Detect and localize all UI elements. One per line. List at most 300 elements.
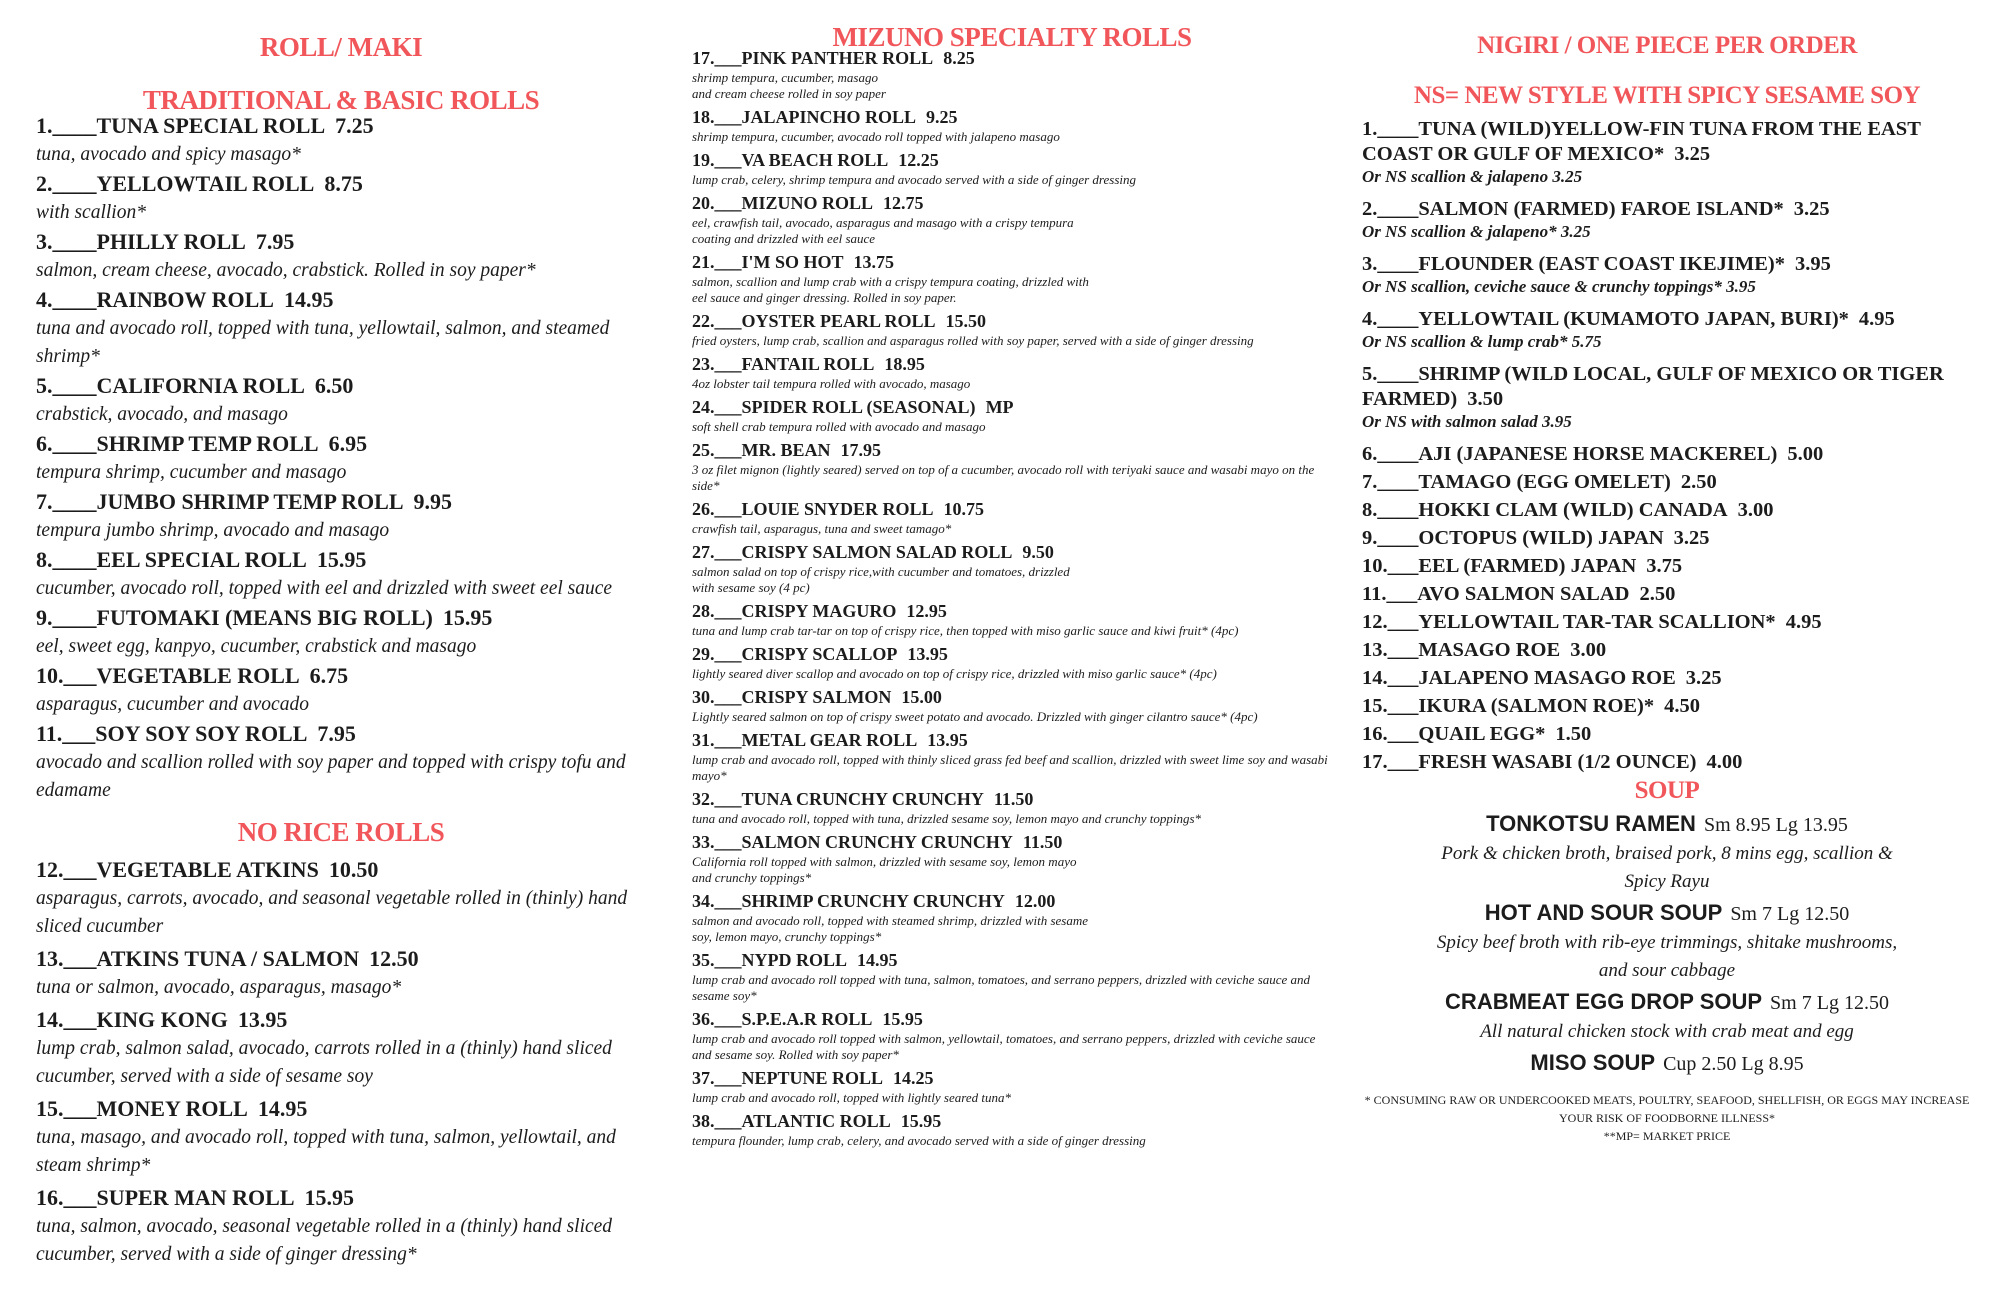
- menu-item-name: SHRIMP (WILD LOCAL, GULF OF MEXICO OR TIGER FARMED): [1362, 363, 1944, 410]
- menu-item-description: salmon and avocado roll, topped with steamed shrimp, drizzled with sesame soy, lemon mayo, crunchy toppings*: [692, 913, 1089, 944]
- menu-item-description: eel, crawfish tail, avocado, asparagus and masago with a crispy tempura coating and drizzled with eel sauce: [692, 215, 1074, 246]
- menu-item-number: 10.___: [1362, 555, 1419, 577]
- menu-item-title-line: [1362, 525, 1972, 550]
- menu-item-price: 10.50: [328, 857, 379, 882]
- menu-item: [1362, 441, 1972, 466]
- menu-item-description: Lightly seared salmon on top of crispy sweet potato and avocado. Drizzled with ginger cilantro sauce* (4pc): [692, 709, 1258, 724]
- menu-item-name: JALAPINCHO ROLL: [741, 107, 917, 127]
- menu-item: [692, 890, 1332, 945]
- menu-item-title-line: [692, 541, 1332, 564]
- menu-item-price: 9.95: [413, 489, 453, 514]
- soup-description: All natural chicken stock with crab meat and egg: [1480, 1021, 1854, 1042]
- menu-item-price: 6.75: [309, 663, 349, 688]
- menu-item-title-line: [1362, 721, 1972, 746]
- menu-item-title-line: [692, 149, 1332, 172]
- menu-item-name: FUTOMAKI (MEANS BIG ROLL): [96, 605, 433, 630]
- menu-item-title-line: [36, 856, 646, 885]
- menu-item-name: VA BEACH ROLL: [741, 150, 889, 170]
- menu-item-price: 12.75: [883, 193, 924, 213]
- menu-item-description: eel, sweet egg, kanpyo, cucumber, crabstick and masago: [36, 636, 477, 657]
- footnote-raw-warning: * CONSUMING RAW OR UNDERCOOKED MEATS, POULTRY, SEAFOOD, SHELLFISH, OR EGGS MAY INCREASE YOUR RISK OF FOODBORNE ILLNESS*: [1364, 1093, 1970, 1125]
- menu-item-name: TUNA (WILD)YELLOW-FIN TUNA FROM THE EAST COAST OR GULF OF MEXICO*: [1362, 118, 1921, 165]
- menu-item-title-line: [36, 112, 646, 141]
- menu-item-number: 5.____: [1362, 363, 1419, 385]
- menu-item-number: 5.____: [36, 373, 97, 398]
- menu-item-title-line: [1362, 665, 1972, 690]
- menu-item-name: ATKINS TUNA / SALMON: [96, 946, 360, 971]
- menu-item-number: 18.___: [692, 107, 742, 127]
- soup-description: Pork & chicken broth, braised pork, 8 mins egg, scallion & Spicy Rayu: [1441, 843, 1893, 892]
- menu-item-price: 14.95: [283, 287, 334, 312]
- menu-item-title-line: [692, 890, 1332, 913]
- menu-item-number: 2.____: [36, 171, 97, 196]
- menu-item-number: 17.___: [692, 48, 742, 68]
- menu-item-number: 26.___: [692, 499, 742, 519]
- menu-item-title-line: [36, 546, 646, 575]
- menu-item-name: MONEY ROLL: [96, 1096, 248, 1121]
- menu-item-number: 13.___: [1362, 639, 1419, 661]
- menu-item: [692, 149, 1332, 188]
- menu-item-price: 15.50: [945, 311, 987, 331]
- menu-item-title-line: [692, 1110, 1332, 1133]
- menu-item-number: 3.____: [36, 229, 97, 254]
- menu-item-number: 35.___: [692, 950, 742, 970]
- menu-item-description: salmon, scallion and lump crab with a crispy tempura coating, drizzled with eel sauce and ginger dressing. Rolled in soy paper.: [692, 274, 1089, 305]
- menu-item-price: 12.25: [898, 150, 939, 170]
- menu-item-number: 10.___: [36, 663, 97, 688]
- menu-item: [692, 310, 1332, 349]
- soup-item: [1362, 987, 1972, 1046]
- menu-item-price: 10.75: [943, 499, 985, 519]
- menu-item: [1362, 665, 1972, 690]
- menu-item-number: 28.___: [692, 601, 742, 621]
- menu-item-number: 9.____: [36, 605, 97, 630]
- menu-item: [692, 1110, 1332, 1149]
- menu-item-description: shrimp tempura, cucumber, avocado roll topped with jalapeno masago: [692, 129, 1060, 144]
- soup-title-line: [1362, 898, 1972, 929]
- soup-prices: Sm 7 Lg 12.50: [1730, 903, 1850, 925]
- menu-item: [36, 170, 646, 227]
- menu-item-price: 6.95: [328, 431, 368, 456]
- menu-item-description: lump crab and avocado roll, topped with lightly seared tuna*: [692, 1090, 1011, 1105]
- menu-item-price: 3.00: [1737, 499, 1774, 521]
- menu-item-name: HOKKI CLAM (WILD) CANADA: [1418, 499, 1728, 521]
- menu-item-number: 1.____: [36, 113, 97, 138]
- menu-item-description: Or NS scallion, ceviche sauce & crunchy toppings* 3.95: [1362, 277, 1756, 296]
- menu-item-title-line: [692, 106, 1332, 129]
- menu-item-price: 3.75: [1646, 555, 1683, 577]
- menu-item-description: tempura jumbo shrimp, avocado and masago: [36, 520, 390, 541]
- menu-item-description: fried oysters, lump crab, scallion and asparagus rolled with soy paper, served with a side of ginger dressing: [692, 333, 1254, 348]
- menu-item-description: tuna, salmon, avocado, seasonal vegetable rolled in a (thinly) hand sliced cucumber, served with a side of ginger dressing*: [36, 1216, 613, 1265]
- menu-item-number: 20.___: [692, 193, 742, 213]
- menu-item-number: 33.___: [692, 832, 742, 852]
- menu-item-name: EEL (FARMED) JAPAN: [1418, 555, 1637, 577]
- menu-item-price: 15.95: [882, 1009, 923, 1029]
- menu-item: [1362, 525, 1972, 550]
- menu-item-title-line: [1362, 251, 1972, 276]
- menu-item-description: salmon salad on top of crispy rice,with cucumber and tomatoes, drizzled with sesame soy (4 pc): [692, 564, 1070, 595]
- menu-item-name: ATLANTIC ROLL: [741, 1111, 891, 1131]
- menu-item-title-line: [36, 662, 646, 691]
- menu-item-price: 14.95: [257, 1096, 308, 1121]
- menu-item-name: EEL SPECIAL ROLL: [96, 547, 307, 572]
- menu-item-title-line: [692, 831, 1332, 854]
- menu-item-number: 34.___: [692, 891, 742, 911]
- soup-title-line: [1362, 1048, 1972, 1079]
- menu-item-price: 4.50: [1664, 695, 1701, 717]
- menu-item: [1362, 609, 1972, 634]
- menu-item: [36, 720, 646, 805]
- menu-item-price: 13.75: [853, 252, 895, 272]
- menu-item-price: 11.50: [1022, 832, 1063, 852]
- menu-item-price: 15.95: [900, 1111, 942, 1131]
- menu-item-title-line: [36, 170, 646, 199]
- menu-item-name: RAINBOW ROLL: [96, 287, 274, 312]
- menu-item-price: 7.25: [335, 113, 374, 138]
- menu-item: [36, 1006, 646, 1091]
- menu-item-name: SHRIMP CRUNCHY CRUNCHY: [741, 891, 1005, 911]
- menu-item: [1362, 581, 1972, 606]
- menu-item: [36, 662, 646, 719]
- menu-item-number: 22.___: [692, 311, 742, 331]
- menu-item-title-line: [1362, 196, 1972, 221]
- menu-item-price: 7.95: [317, 721, 356, 746]
- menu-item-description: lump crab, salmon salad, avocado, carrots rolled in a (thinly) hand sliced cucumber, served with a side of sesame soy: [36, 1038, 612, 1087]
- menu-item-title-line: [1362, 581, 1972, 606]
- menu-item: [1362, 497, 1972, 522]
- menu-item-name: KING KONG: [96, 1007, 228, 1032]
- menu-item-name: I'M SO HOT: [741, 252, 844, 272]
- menu-item-price: 18.95: [884, 354, 925, 374]
- column-nigiri: [1362, 0, 1972, 1145]
- soup-name: MISO SOUP: [1530, 1050, 1656, 1075]
- menu-item-number: 2.____: [1362, 198, 1419, 220]
- menu-item-number: 3.____: [1362, 253, 1419, 275]
- menu-item-name: TUNA CRUNCHY CRUNCHY: [741, 789, 984, 809]
- menu-item-title-line: [1362, 306, 1972, 331]
- menu-item-name: TAMAGO (EGG OMELET): [1418, 471, 1671, 493]
- menu-item: [692, 788, 1332, 827]
- menu-item-number: 16.___: [36, 1185, 97, 1210]
- menu-item-price: 15.95: [316, 547, 367, 572]
- menu-item-description: tuna and avocado roll, topped with tuna, yellowtail, salmon, and steamed shrimp*: [36, 318, 610, 367]
- menu-item-number: 31.___: [692, 730, 742, 750]
- menu-item-number: 15.___: [36, 1096, 97, 1121]
- menu-item-description: Or NS with salmon salad 3.95: [1362, 412, 1572, 431]
- menu-item: [36, 286, 646, 371]
- menu-item: [36, 430, 646, 487]
- menu-item-number: 12.___: [1362, 611, 1419, 633]
- menu-item-name: JUMBO SHRIMP TEMP ROLL: [96, 489, 404, 514]
- menu-item-description: cucumber, avocado roll, topped with eel and drizzled with sweet eel sauce: [36, 578, 613, 599]
- menu-item-name: JALAPENO MASAGO ROE: [1418, 667, 1676, 689]
- menu-item: [36, 228, 646, 285]
- menu-item-name: CRISPY SALMON SALAD ROLL: [741, 542, 1013, 562]
- menu-item: [1362, 306, 1972, 353]
- menu-item-title-line: [1362, 116, 1972, 166]
- menu-item-name: QUAIL EGG*: [1418, 723, 1546, 745]
- menu-item-name: METAL GEAR ROLL: [741, 730, 918, 750]
- menu-item-description: lump crab and avocado roll, topped with thinly sliced grass fed beef and scallion, drizzled with sweet lime soy and wasabi mayo*: [692, 752, 1328, 783]
- menu-item-description: asparagus, carrots, avocado, and seasonal vegetable rolled in (thinly) hand sliced cucumber: [36, 888, 628, 937]
- menu-item: [1362, 196, 1972, 243]
- menu-item-price: 8.75: [324, 171, 363, 196]
- menu-item: [1362, 637, 1972, 662]
- menu-item-name: TUNA SPECIAL ROLL: [96, 113, 326, 138]
- soup-title-line: [1362, 809, 1972, 840]
- menu-item: [1362, 251, 1972, 298]
- menu-item-name: CRISPY SCALLOP: [741, 644, 898, 664]
- soup-item: [1362, 898, 1972, 985]
- menu-item-price: 2.50: [1680, 471, 1717, 493]
- menu-item-name: PHILLY ROLL: [96, 229, 246, 254]
- menu-item-description: crabstick, avocado, and masago: [36, 404, 288, 425]
- menu-item-title-line: [36, 1095, 646, 1124]
- menu-item-name: SALMON CRUNCHY CRUNCHY: [741, 832, 1013, 852]
- menu-item-name: YELLOWTAIL (KUMAMOTO JAPAN, BURI)*: [1418, 308, 1849, 330]
- menu-item-name: OYSTER PEARL ROLL: [741, 311, 936, 331]
- menu-item: [36, 945, 646, 1002]
- menu-item-number: 23.___: [692, 354, 742, 374]
- menu-item-title-line: [36, 1184, 646, 1213]
- menu-item-number: 7.____: [1362, 471, 1419, 493]
- menu-item-name: CALIFORNIA ROLL: [96, 373, 305, 398]
- menu-item-title-line: [692, 1067, 1332, 1090]
- menu-item: [692, 600, 1332, 639]
- menu-item-title-line: [1362, 361, 1972, 411]
- menu-item: [692, 1067, 1332, 1106]
- menu-item-name: SALMON (FARMED) FAROE ISLAND*: [1418, 198, 1784, 220]
- menu-item: [36, 546, 646, 603]
- menu-item-number: 38.___: [692, 1111, 742, 1131]
- menu-item-title-line: [692, 353, 1332, 376]
- menu-item-price: 17.95: [840, 440, 881, 460]
- menu-item-name: YELLOWTAIL ROLL: [96, 171, 315, 196]
- soup-item: [1362, 809, 1972, 896]
- menu-item-description: Or NS scallion & jalapeno 3.25: [1362, 167, 1583, 186]
- menu-item-number: 6.____: [1362, 443, 1419, 465]
- soup-name: CRABMEAT EGG DROP SOUP: [1445, 989, 1763, 1014]
- menu-item-number: 17.___: [1362, 751, 1419, 773]
- menu-item-description: tempura flounder, lump crab, celery, and avocado served with a side of ginger dressing: [692, 1133, 1146, 1148]
- menu-item-number: 24.___: [692, 397, 742, 417]
- menu-item-number: 27.___: [692, 542, 742, 562]
- menu-item-number: 4.____: [1362, 308, 1419, 330]
- menu-item-name: NEPTUNE ROLL: [741, 1068, 884, 1088]
- menu-item-name: FANTAIL ROLL: [741, 354, 875, 374]
- menu-item-number: 30.___: [692, 687, 742, 707]
- heading-mizuno-specialty-rolls: MIZUNO SPECIALTY ROLLS: [832, 22, 1192, 52]
- menu-item: [692, 686, 1332, 725]
- menu-item-title-line: [36, 720, 646, 749]
- menu-item-name: YELLOWTAIL TAR-TAR SCALLION*: [1418, 611, 1776, 633]
- menu-item-price: 1.50: [1555, 723, 1592, 745]
- menu-item: [1362, 469, 1972, 494]
- menu-item-name: FLOUNDER (EAST COAST IKEJIME)*: [1418, 253, 1785, 275]
- menu-item: [36, 488, 646, 545]
- heading-nigiri: NIGIRI / ONE PIECE PER ORDER: [1477, 32, 1857, 59]
- menu-item-number: 14.___: [36, 1007, 97, 1032]
- menu-item-price: 3.00: [1570, 639, 1607, 661]
- menu-item-name: CRISPY MAGURO: [741, 601, 897, 621]
- menu-item-number: 36.___: [692, 1009, 742, 1029]
- menu-item-name: MIZUNO ROLL: [741, 193, 874, 213]
- soup-prices: Sm 8.95 Lg 13.95: [1703, 814, 1848, 836]
- menu-item: [36, 1184, 646, 1269]
- menu-item-number: 9.____: [1362, 527, 1419, 549]
- menu-item-description: 4oz lobster tail tempura rolled with avocado, masago: [692, 376, 971, 391]
- menu-item-number: 37.___: [692, 1068, 742, 1088]
- menu-item-title-line: [692, 396, 1332, 419]
- menu-item-title-line: [692, 310, 1332, 333]
- menu-item: [1362, 693, 1972, 718]
- menu-item: [1362, 721, 1972, 746]
- menu-item-title-line: [692, 498, 1332, 521]
- menu-item: [692, 831, 1332, 886]
- menu-item-price: 11.50: [993, 789, 1034, 809]
- soup-item: [1362, 1048, 1972, 1079]
- menu-item-title-line: [692, 788, 1332, 811]
- menu-item-title-line: [1362, 441, 1972, 466]
- menu-item-description: salmon, cream cheese, avocado, crabstick. Rolled in soy paper*: [36, 260, 536, 281]
- menu-item-title-line: [36, 372, 646, 401]
- menu-item: [692, 498, 1332, 537]
- menu-item-price: 3.50: [1467, 388, 1504, 410]
- menu-item-price: 7.95: [255, 229, 295, 254]
- menu-item-description: crawfish tail, asparagus, tuna and sweet tamago*: [692, 521, 952, 536]
- menu-item-name: SPIDER ROLL (SEASONAL): [741, 397, 976, 417]
- menu-item-title-line: [36, 1006, 646, 1035]
- traditional-rolls-list: [36, 112, 646, 805]
- menu-item-title-line: [692, 192, 1332, 215]
- menu-item-price: 3.25: [1674, 143, 1711, 165]
- menu-item: [692, 353, 1332, 392]
- menu-item-description: tuna or salmon, avocado, asparagus, masago*: [36, 977, 402, 998]
- heading-roll-maki: ROLL/ MAKI: [259, 32, 423, 62]
- menu-item-description: shrimp tempura, cucumber, masago and cream cheese rolled in soy paper: [692, 70, 886, 101]
- menu-item-description: with scallion*: [36, 202, 146, 223]
- menu-item-price: 9.25: [926, 107, 958, 127]
- menu-item-title-line: [36, 286, 646, 315]
- menu-item-description: tuna and lump crab tar-tar on top of crispy rice, then topped with miso garlic sauce and kiwi fruit* (4pc): [692, 623, 1239, 638]
- menu-item-number: 32.___: [692, 789, 742, 809]
- menu-item-name: LOUIE SNYDER ROLL: [741, 499, 934, 519]
- menu-item: [692, 949, 1332, 1004]
- menu-item-title-line: [36, 604, 646, 633]
- menu-item-number: 16.___: [1362, 723, 1419, 745]
- menu-item-number: 8.____: [36, 547, 97, 572]
- menu-item-price: 2.50: [1639, 583, 1676, 605]
- menu-item-description: lump crab, celery, shrimp tempura and avocado served with a side of ginger dressing: [692, 172, 1136, 187]
- menu-item-price: 13.95: [927, 730, 968, 750]
- menu-item: [36, 112, 646, 169]
- menu-item-description: soft shell crab tempura rolled with avocado and masago: [692, 419, 986, 434]
- menu-item-number: 14.___: [1362, 667, 1419, 689]
- menu-item-description: tuna, avocado and spicy masago*: [36, 144, 301, 165]
- menu-item: [692, 541, 1332, 596]
- menu-item-price: 3.25: [1793, 198, 1830, 220]
- menu-item-number: 13.___: [36, 946, 97, 971]
- menu-item-description: lump crab and avocado roll topped with salmon, yellowtail, tomatoes, and serrano peppers, drizzled with ceviche sauce and sesame soy. Rolled with soy paper*: [692, 1031, 1316, 1062]
- menu-item-number: 4.____: [36, 287, 97, 312]
- menu-item-price: 8.25: [943, 48, 975, 68]
- menu-item-title-line: [692, 643, 1332, 666]
- menu-item-description: lump crab and avocado roll topped with tuna, salmon, tomatoes, and serrano peppers, drizzled with ceviche sauce and sesame soy*: [692, 972, 1311, 1003]
- menu-item-description: Or NS scallion & lump crab* 5.75: [1362, 332, 1602, 351]
- menu-item-description: tuna, masago, and avocado roll, topped with tuna, salmon, yellowtail, and steam shrimp*: [36, 1127, 616, 1176]
- no-rice-rolls-list: [36, 856, 646, 1269]
- heading-soup: SOUP: [1634, 777, 1700, 804]
- menu-item-name: S.P.E.A.R ROLL: [741, 1009, 873, 1029]
- menu-item-price: 15.95: [304, 1185, 355, 1210]
- menu-item-price: 3.25: [1673, 527, 1710, 549]
- menu-item-name: VEGETABLE ATKINS: [96, 857, 319, 882]
- menu-item: [692, 106, 1332, 145]
- menu-item-name: FRESH WASABI (1/2 OUNCE): [1418, 751, 1697, 773]
- menu-item-name: SUPER MAN ROLL: [96, 1185, 295, 1210]
- menu-item-number: 6.____: [36, 431, 97, 456]
- menu-item-name: CRISPY SALMON: [741, 687, 892, 707]
- menu-item: [692, 1008, 1332, 1063]
- menu-item-description: lightly seared diver scallop and avocado on top of crispy rice, drizzled with miso garlic sauce* (4pc): [692, 666, 1217, 681]
- menu-item-title-line: [692, 600, 1332, 623]
- menu-item-description: California roll topped with salmon, drizzled with sesame soy, lemon mayo and crunchy toppings*: [692, 854, 1077, 885]
- menu-item: [692, 729, 1332, 784]
- menu-item: [692, 192, 1332, 247]
- menu-item-description: Or NS scallion & jalapeno* 3.25: [1362, 222, 1591, 241]
- menu-item-title-line: [36, 488, 646, 517]
- menu-item: [692, 643, 1332, 682]
- menu-item-title-line: [692, 1008, 1332, 1031]
- soup-list: [1362, 809, 1972, 1079]
- menu-item-title-line: [1362, 497, 1972, 522]
- nigiri-list: [1362, 116, 1972, 774]
- menu-item-number: 29.___: [692, 644, 742, 664]
- menu-item-title-line: [36, 430, 646, 459]
- soup-description: Spicy beef broth with rib-eye trimmings, shitake mushrooms, and sour cabbage: [1436, 932, 1898, 981]
- menu-item-description: tuna and avocado roll, topped with tuna, drizzled sesame soy, lemon mayo and crunchy toppings*: [692, 811, 1201, 826]
- menu-item-price: 6.50: [314, 373, 354, 398]
- heading-no-rice-rolls: NO RICE ROLLS: [237, 817, 445, 847]
- menu-item-number: 15.___: [1362, 695, 1419, 717]
- menu-item-name: SHRIMP TEMP ROLL: [96, 431, 319, 456]
- menu-item-number: 1.____: [1362, 118, 1419, 140]
- menu-item-number: 19.___: [692, 150, 742, 170]
- menu-item-title-line: [692, 251, 1332, 274]
- menu-item-number: 21.___: [692, 252, 742, 272]
- menu-item-name: MASAGO ROE: [1418, 639, 1561, 661]
- menu-item-name: MR. BEAN: [741, 440, 831, 460]
- menu-item-name: NYPD ROLL: [741, 950, 848, 970]
- menu-item-description: tempura shrimp, cucumber and masago: [36, 462, 347, 483]
- menu-item-title-line: [1362, 553, 1972, 578]
- heading-ns-new-style: NS= NEW STYLE WITH SPICY SESAME SOY: [1413, 82, 1921, 109]
- menu-item-number: 25.___: [692, 440, 742, 460]
- menu-item-price: 3.25: [1685, 667, 1722, 689]
- menu-item: [692, 251, 1332, 306]
- menu-item: [36, 372, 646, 429]
- menu-item-title-line: [1362, 637, 1972, 662]
- menu-item-name: SOY SOY SOY ROLL: [95, 721, 308, 746]
- menu-item-title-line: [692, 949, 1332, 972]
- menu-item-number: 11.___: [1362, 583, 1418, 605]
- menu-item-price: 5.00: [1787, 443, 1824, 465]
- menu-item-price: 12.50: [369, 946, 419, 971]
- menu-item-title-line: [692, 47, 1332, 70]
- menu-item: [1362, 361, 1972, 433]
- menu-item-title-line: [692, 686, 1332, 709]
